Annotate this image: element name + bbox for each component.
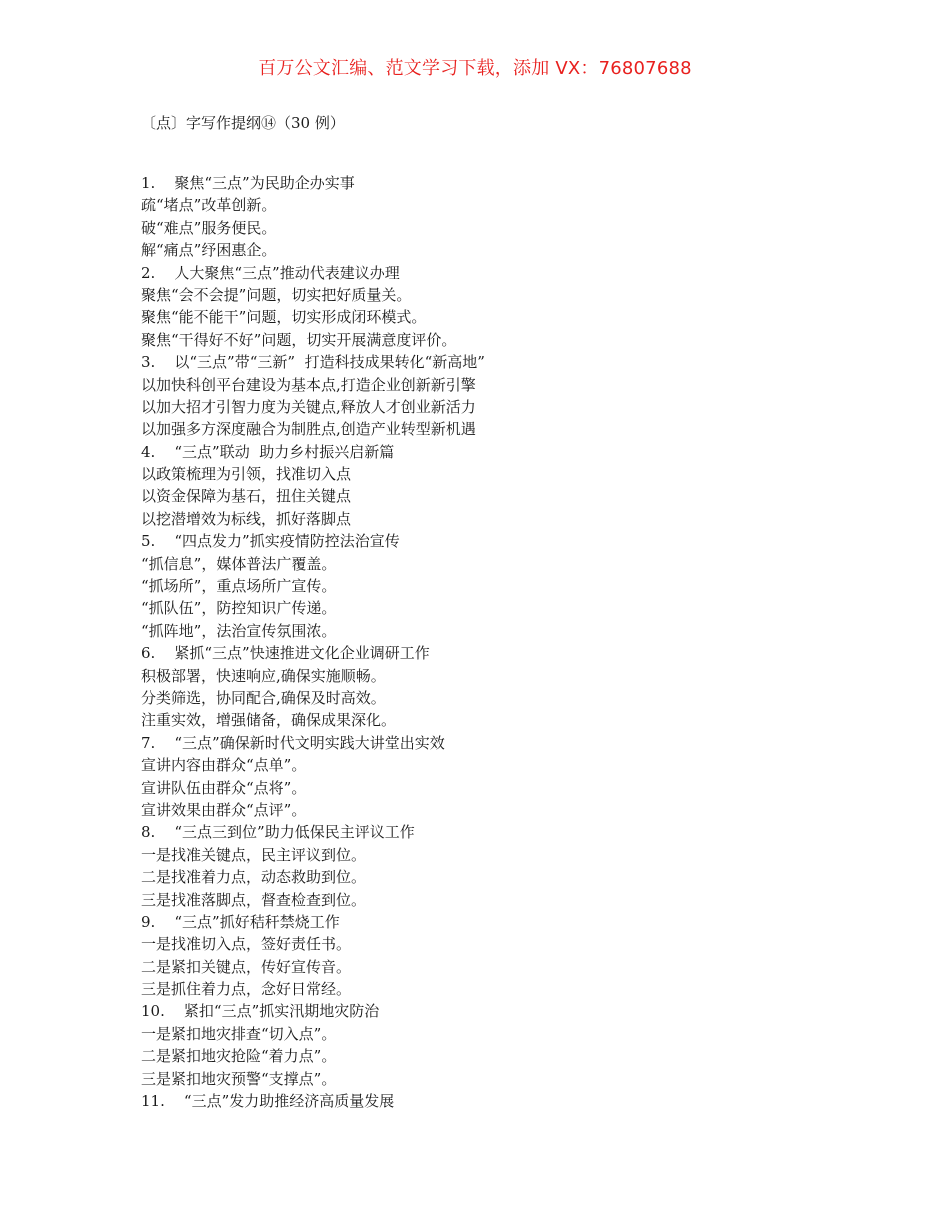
body-line: 聚焦“能不能干”问题，切实形成闭环模式。 [141, 308, 427, 327]
body-line: 以政策梳理为引领，找准切入点 [141, 465, 352, 484]
body-line: 7. “三点”确保新时代文明实践大讲堂出实效 [141, 733, 445, 752]
body-line: 三是抓住着力点，念好日常经。 [141, 980, 352, 999]
body-line: 二是紧扣关键点，传好宣传音。 [141, 957, 352, 976]
body-line: 宣讲队伍由群众“点将”。 [141, 778, 307, 797]
body-line: 1. 聚焦“三点”为民助企办实事 [141, 174, 355, 192]
body-line: 三是紧扣地灾预警“支撑点”。 [141, 1069, 337, 1088]
body-line: 破“难点”服务便民。 [141, 218, 277, 237]
body-line: 解“痛点”纾困惠企。 [141, 241, 277, 260]
body-line: 宣讲内容由群众“点单”。 [141, 756, 307, 775]
body-line: 5. “四点发力”抓实疫情防控法治宣传 [141, 532, 400, 551]
body-line: 二是紧扣地灾抢险“着力点”。 [141, 1047, 337, 1066]
body-line: 8. “三点三到位”助力低保民主评议工作 [141, 823, 415, 842]
header-banner: 百万公文汇编、范文学习下载，添加 VX：76807688 [258, 58, 692, 79]
body-line: 11. “三点”发力助推经济高质量发展 [141, 1092, 395, 1111]
body-line: 4. “三点”联动 助力乡村振兴启新篇 [141, 442, 395, 461]
body-line: 6. 紧抓“三点”快速推进文化企业调研工作 [141, 644, 430, 663]
body-line: “抓阵地”，法治宣传氛围浓。 [141, 621, 337, 640]
body-line: 以资金保障为基石，扭住关键点 [141, 487, 352, 506]
body-line: 疏“堵点”改革创新。 [141, 196, 277, 215]
body-line: “抓队伍”，防控知识广传递。 [141, 599, 337, 618]
body-line: 宣讲效果由群众“点评”。 [141, 800, 307, 819]
body-line: 以挖潜增效为标线，抓好落脚点 [141, 509, 352, 528]
body-line: 聚焦“会不会提”问题，切实把好质量关。 [141, 285, 412, 304]
body-line: 2. 人大聚焦“三点”推动代表建议办理 [141, 263, 400, 282]
document-body [141, 172, 841, 1112]
body-line: 以加强多方深度融合为制胜点,创造产业转型新机遇 [141, 420, 476, 439]
body-line: 二是找准着力点，动态救助到位。 [141, 868, 367, 887]
body-line: 聚焦“干得好不好”问题，切实开展满意度评价。 [141, 330, 457, 349]
body-line: 一是找准关键点，民主评议到位。 [141, 845, 367, 864]
body-line: 3. 以“三点”带“三新” 打造科技成果转化“新高地” [141, 353, 485, 372]
body-line: 9. “三点”抓好秸秆禁烧工作 [141, 912, 340, 931]
body-line: 一是找准切入点，签好责任书。 [141, 935, 352, 954]
body-line: 积极部署，快速响应,确保实施顺畅。 [141, 666, 386, 685]
body-line: 注重实效，增强储备，确保成果深化。 [141, 711, 397, 730]
body-line: 三是找准落脚点，督查检查到位。 [141, 890, 367, 909]
document-title: 〔点〕字写作提纲⑭（30 例） [141, 114, 345, 132]
body-line: “抓场所”，重点场所广宣传。 [141, 577, 337, 596]
body-line: 10. 紧扣“三点”抓实汛期地灾防治 [141, 1002, 380, 1021]
body-line: 以加大招才引智力度为关键点,释放人才创业新活力 [141, 397, 476, 416]
body-line: 以加快科创平台建设为基本点,打造企业创新新引擎 [141, 375, 476, 394]
body-line: “抓信息”，媒体普法广覆盖。 [141, 554, 337, 573]
body-line: 分类筛选，协同配合,确保及时高效。 [141, 688, 386, 707]
body-line: 一是紧扣地灾排查“切入点”。 [141, 1024, 337, 1043]
